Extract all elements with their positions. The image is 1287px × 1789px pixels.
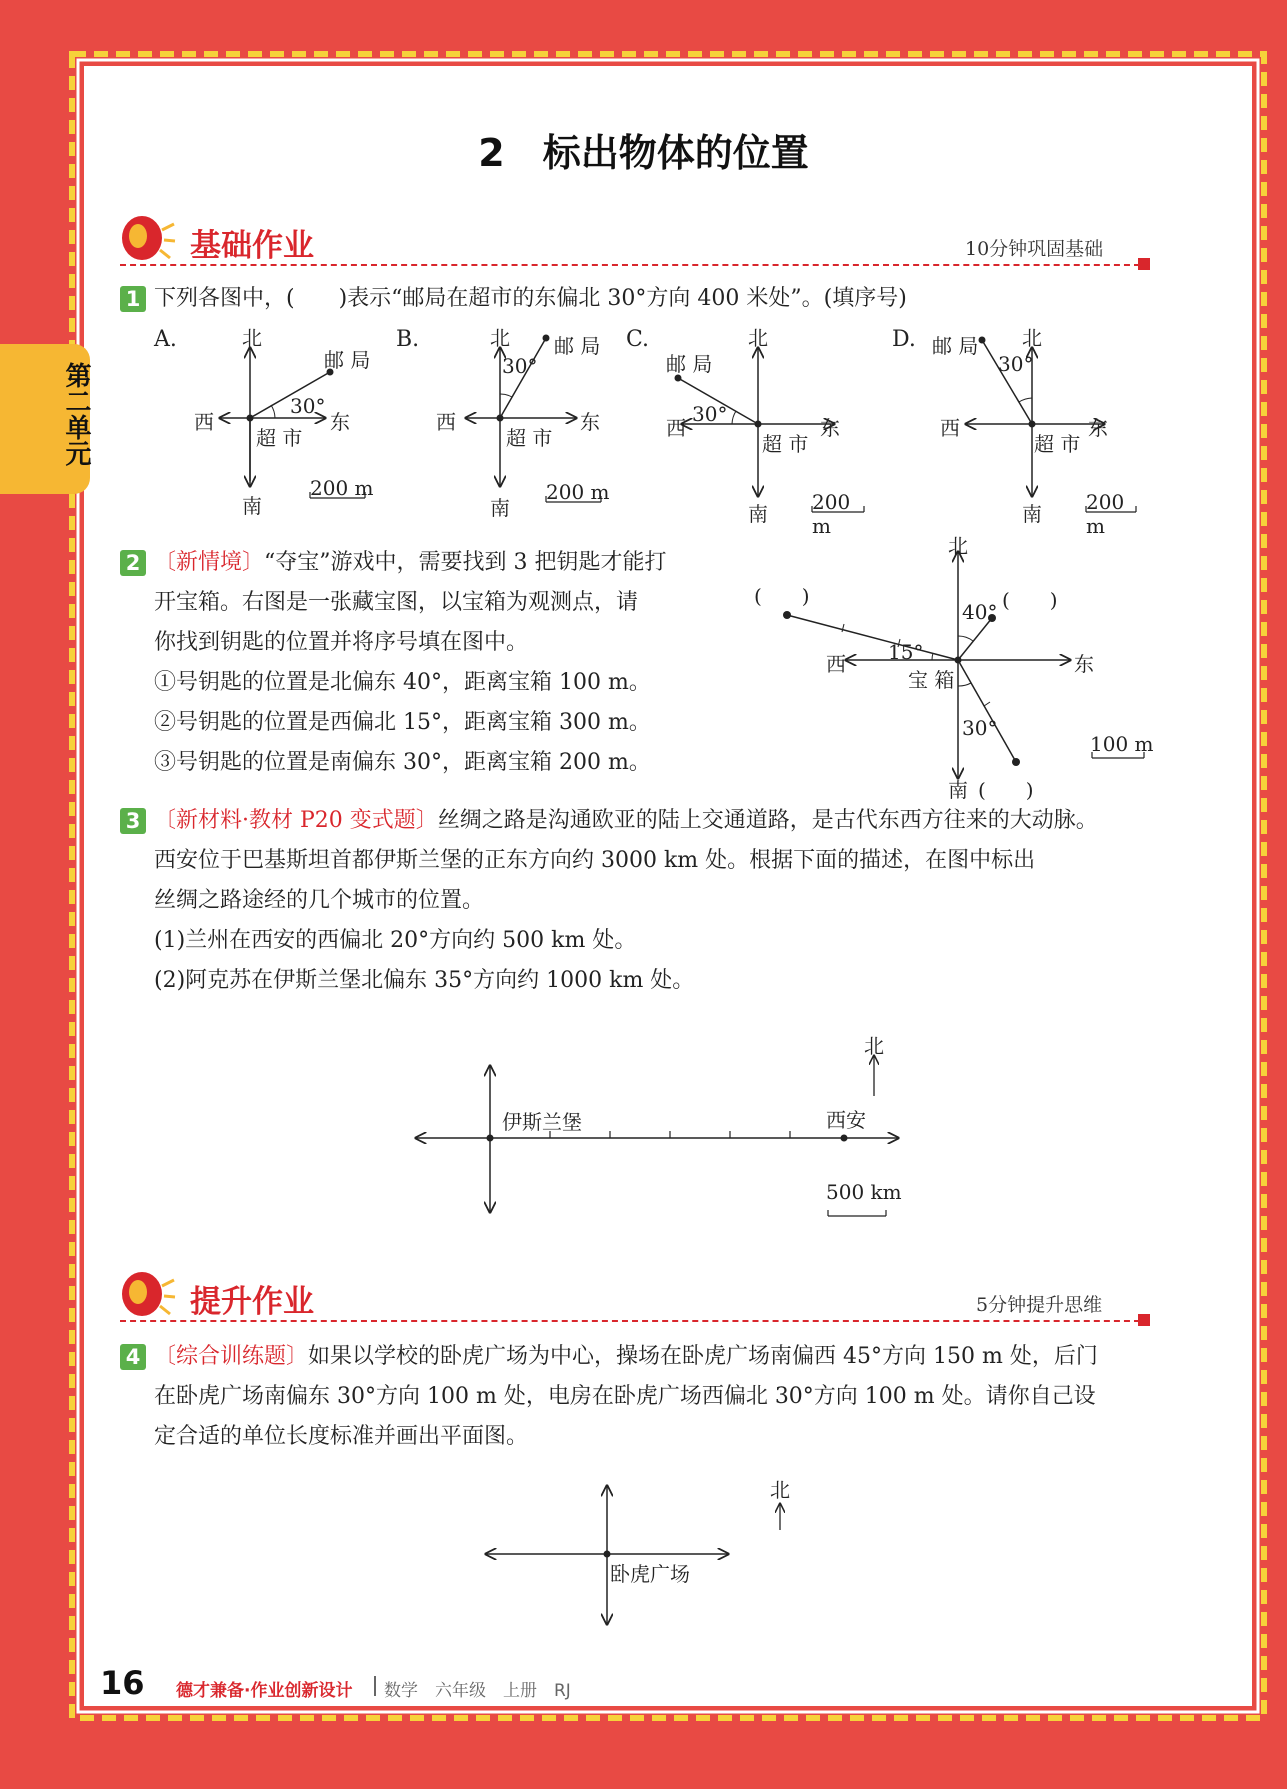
q1-c-angle-label: 30° <box>692 402 728 426</box>
q1-option-a <box>150 326 380 526</box>
q1-option-b-label: B. <box>396 327 420 352</box>
q1-b-origin-label: 超 市 <box>506 426 553 450</box>
question-3-line-3: 丝绸之路途经的几个城市的位置。 <box>154 888 485 913</box>
question-3-tag-text: 〔新材料·教材 P20 变式题〕 <box>154 808 438 833</box>
q3-north-label: 北 <box>864 1034 884 1058</box>
q2-treasure-map <box>740 524 1160 802</box>
q1-c-north-label: 北 <box>748 326 768 350</box>
q1-b-south-label: 南 <box>490 496 510 520</box>
section-basic-divider <box>120 264 1140 266</box>
q2-center-label: 宝 箱 <box>908 668 955 692</box>
q1-option-c-label: C. <box>626 327 650 352</box>
q1-option-a-label: A. <box>154 327 177 352</box>
page-title: 2 标出物体的位置 <box>478 131 809 175</box>
q2-north-label: 北 <box>948 534 968 558</box>
question-4-line-2: 在卧虎广场南偏东 30°方向 100 m 处，电房在卧虎广场西偏北 30°方向 100 m 处。请你自己设 <box>154 1384 1096 1409</box>
lamp-icon <box>118 1266 176 1320</box>
q2-east-label: 东 <box>1074 652 1094 676</box>
q1-b-north-label: 北 <box>490 326 510 350</box>
q2-south-label: 南 <box>948 778 968 802</box>
q1-option-c <box>626 326 866 538</box>
question-4-line-3: 定合适的单位长度标准并画出平面图。 <box>154 1424 529 1449</box>
section-advanced-title: 提升作业 <box>190 1284 314 1320</box>
question-4-tag-text: 〔综合训练题〕 <box>154 1344 309 1369</box>
question-2-line-6: ③号钥匙的位置是南偏东 30°，距离宝箱 200 m。 <box>154 750 651 775</box>
q1-b-angle-label: 30° <box>502 354 538 378</box>
question-3-first-line <box>154 801 1098 841</box>
q1-d-south-label: 南 <box>1022 502 1042 526</box>
q1-c-west-label: 西 <box>666 416 686 440</box>
question-4-line-1: 如果以学校的卧虎广场为中心，操场在卧虎广场南偏西 45°方向 150 m 处，后门 <box>308 1344 1098 1369</box>
q2-angle-w-label: 15° <box>888 640 924 664</box>
question-3-number: 3 <box>120 808 146 834</box>
question-3-line-1: 丝绸之路是沟通欧亚的陆上交通道路，是古代东西方往来的大动脉。 <box>437 808 1098 833</box>
question-1-number: 1 <box>120 286 146 312</box>
section-basic-subtitle: 10分钟巩固基础 <box>965 238 1104 260</box>
q3-origin-label: 伊斯兰堡 <box>502 1110 582 1134</box>
question-2-line-3: 你找到钥匙的位置并将序号填在图中。 <box>154 630 529 655</box>
divider-end-marker <box>1138 1314 1150 1326</box>
section-advanced-subtitle: 5分钟提升思维 <box>976 1294 1103 1316</box>
question-3-line-5: (2)阿克苏在伊斯兰堡北偏东 35°方向约 1000 km 处。 <box>154 968 695 993</box>
footer-brand: 德才兼备·作业创新设计 <box>176 1681 353 1701</box>
q2-angle-s-label: 30° <box>962 716 998 740</box>
q1-b-target-label: 邮 局 <box>554 334 601 358</box>
q1-c-east-label: 东 <box>820 416 840 440</box>
q1-a-north-label: 北 <box>242 326 262 350</box>
q1-option-b <box>396 326 626 526</box>
q1-c-south-label: 南 <box>748 502 768 526</box>
q1-b-east-label: 东 <box>580 410 600 434</box>
q2-blank-nw[interactable]: ( ) <box>754 584 810 608</box>
question-2-line-4: ①号钥匙的位置是北偏东 40°，距离宝箱 100 m。 <box>154 670 651 695</box>
q4-north-label: 北 <box>770 1478 790 1502</box>
q2-blank-ne[interactable]: ( ) <box>1002 588 1058 612</box>
q1-d-angle-label: 30° <box>998 352 1034 376</box>
q2-angle-ne-label: 40° <box>962 600 998 624</box>
question-2-tag <box>154 543 667 583</box>
q1-a-south-label: 南 <box>242 494 262 518</box>
q1-a-origin-label: 超 市 <box>256 426 303 450</box>
q1-option-d <box>890 326 1140 538</box>
q1-a-target-label: 邮 局 <box>324 348 371 372</box>
q1-b-west-label: 西 <box>436 410 456 434</box>
question-3-line-4: (1)兰州在西安的西偏北 20°方向约 500 km 处。 <box>154 928 637 953</box>
footer-separator <box>374 1676 376 1696</box>
q4-plan-diagram <box>480 1480 800 1630</box>
q1-d-west-label: 西 <box>940 416 960 440</box>
question-2-number: 2 <box>120 550 146 576</box>
q1-c-scale-label: 200 m <box>812 490 851 538</box>
section-advanced-divider <box>120 1320 1140 1322</box>
q4-center-label: 卧虎广场 <box>610 1562 690 1586</box>
section-basic-title: 基础作业 <box>190 228 314 264</box>
q1-d-north-label: 北 <box>1022 326 1042 350</box>
q2-blank-se[interactable]: ( ) <box>978 778 1034 802</box>
footer-page-number: 16 <box>100 1664 145 1702</box>
question-2-line-2: 开宝箱。右图是一张藏宝图，以宝箱为观测点，请 <box>154 590 639 615</box>
lamp-icon <box>118 210 176 264</box>
q1-d-scale-label: 200 m <box>1086 490 1125 538</box>
question-2-line-1: “夺宝”游戏中，需要找到 3 把钥匙才能打 <box>264 550 667 575</box>
q1-a-east-label: 东 <box>330 410 350 434</box>
q3-silk-road-map <box>410 1030 910 1220</box>
footer-subtitle: 数学 六年级 上册 RJ <box>384 1681 571 1701</box>
q1-a-west-label: 西 <box>194 410 214 434</box>
q2-scale-label: 100 m <box>1090 732 1154 756</box>
unit-tab-label: 第二单元 <box>61 362 91 466</box>
question-2-line-5: ②号钥匙的位置是西偏北 15°，距离宝箱 300 m。 <box>154 710 651 735</box>
q1-c-target-label: 邮 局 <box>666 352 713 376</box>
q1-a-angle-label: 30° <box>290 394 326 418</box>
divider-end-marker <box>1138 258 1150 270</box>
question-4-number: 4 <box>120 1344 146 1370</box>
question-3-line-2: 西安位于巴基斯坦首都伊斯兰堡的正东方向约 3000 km 处。根据下面的描述，在图中标出 <box>154 848 1036 873</box>
q1-c-origin-label: 超 市 <box>762 432 809 456</box>
question-4-first-line <box>154 1337 1098 1377</box>
q2-west-label: 西 <box>826 652 846 676</box>
q1-option-d-label: D. <box>892 327 916 352</box>
q1-b-scale-label: 200 m <box>546 480 610 504</box>
q2-treasure-map-diagram <box>740 524 1160 798</box>
q3-city-label: 西安 <box>826 1108 866 1132</box>
q1-a-scale-label: 200 m <box>310 476 374 500</box>
question-2-tag-text: 〔新情境〕 <box>154 550 265 575</box>
q1-d-origin-label: 超 市 <box>1034 432 1081 456</box>
q1-d-target-label: 邮 局 <box>932 334 979 358</box>
q3-scale-label: 500 km <box>826 1180 902 1204</box>
q1-d-east-label: 东 <box>1088 416 1108 440</box>
question-1-text: 下列各图中，( )表示“邮局在超市的东偏北 30°方向 400 米处”。(填序号) <box>154 286 907 311</box>
q4-plan-axes <box>480 1480 800 1630</box>
